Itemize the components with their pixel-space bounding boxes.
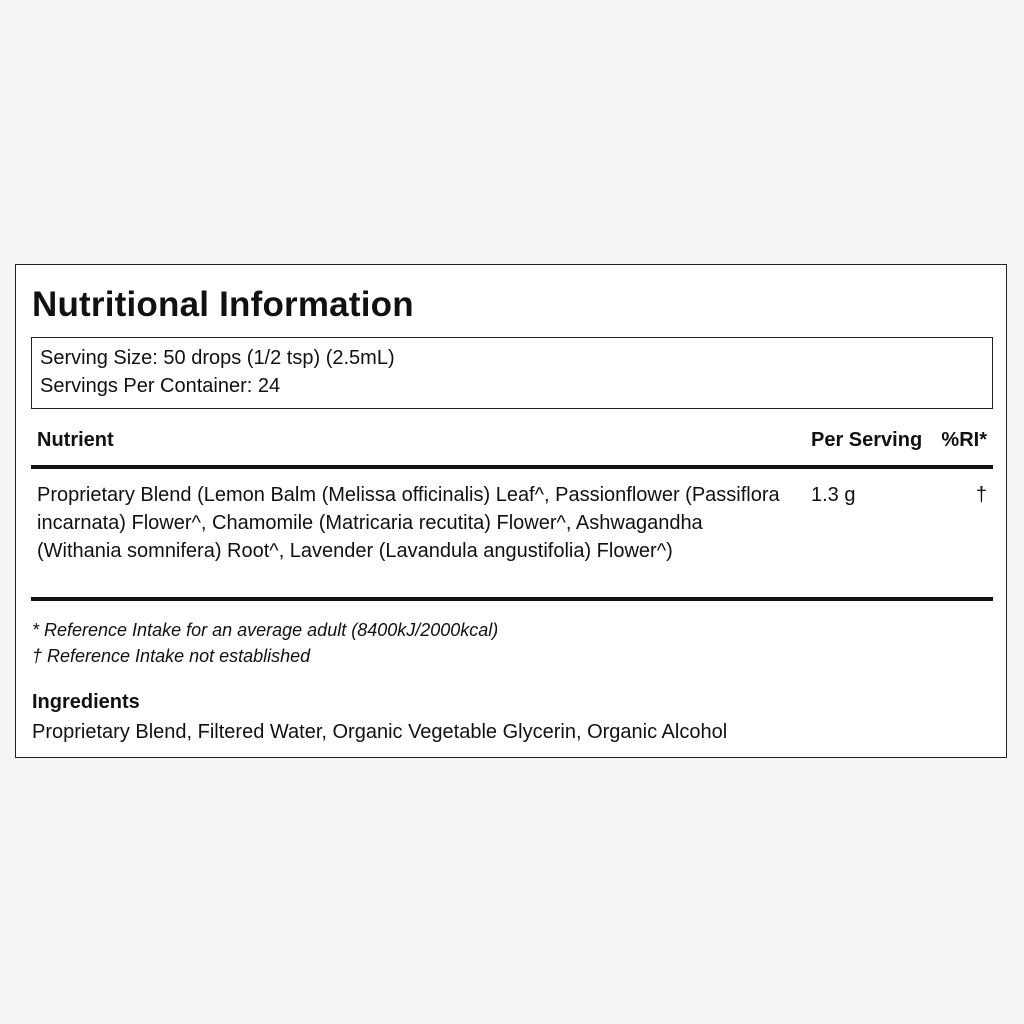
table-row (31, 469, 993, 601)
ingredients-heading: Ingredients (32, 691, 140, 713)
nutrient-ri: † (975, 484, 987, 506)
nutrient-per-serving: 1.3 g (811, 484, 856, 506)
serving-size: Serving Size: 50 drops (1/2 tsp) (2.5mL) (40, 347, 395, 369)
servings-per-container: Servings Per Container: 24 (40, 375, 281, 397)
nutrition-panel (15, 264, 1007, 758)
footnote-reference-intake: * Reference Intake for an average adult (8400kJ/2000kcal) (32, 620, 499, 640)
header-per-serving: Per Serving (811, 429, 923, 451)
nutrient-table-header (31, 425, 993, 469)
footnotes (32, 617, 498, 669)
ingredients-list: Proprietary Blend, Filtered Water, Organic Vegetable Glycerin, Organic Alcohol (32, 721, 728, 743)
footnote-not-established: † Reference Intake not established (32, 646, 311, 666)
header-ri: %RI* (941, 429, 987, 451)
serving-info-box (31, 337, 993, 409)
nutrient-name: Proprietary Blend (Lemon Balm (Melissa officinalis) Leaf^, Passionflower (Passiflora incarnata) Flower^, Chamomile (Matricaria recutita) Flower^, Ashwagandha (Withania somnifera) Root^, Lavender (Lavandula angustifolia) Flower^) (37, 484, 780, 562)
header-nutrient: Nutrient (37, 429, 114, 451)
panel-title: Nutritional Information (32, 285, 414, 324)
